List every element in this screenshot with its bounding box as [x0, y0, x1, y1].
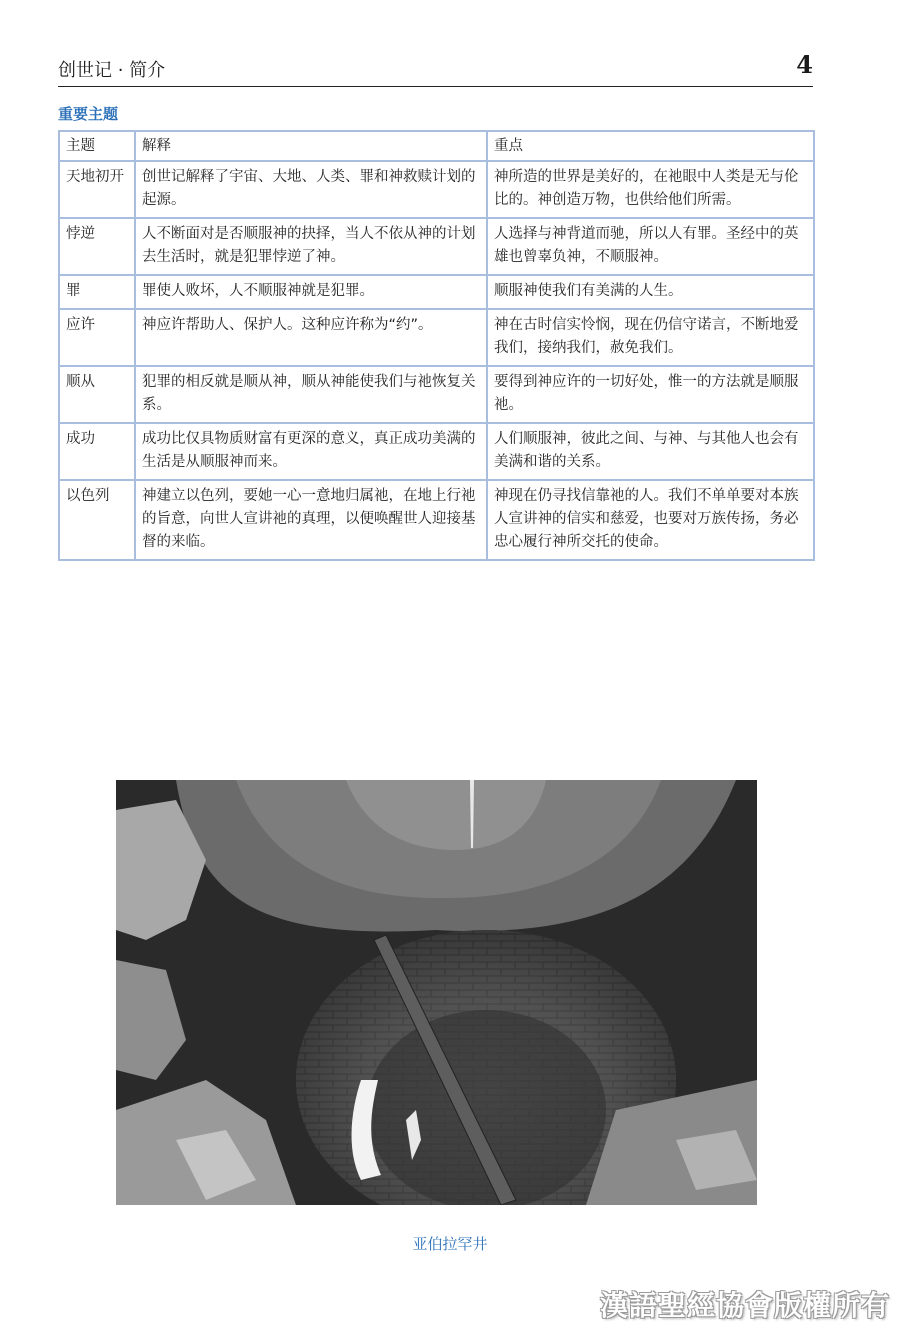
well-photo-illustration: [116, 780, 757, 1205]
table-row: [59, 309, 814, 366]
emphasis-cell: 人们顺服神，彼此之间、与神、与其他人也会有美满和谐的关系。: [487, 423, 814, 480]
page-number: 4: [796, 50, 813, 79]
header-title: 创世记 · 简介: [58, 60, 166, 81]
theme-cell: 罪: [59, 275, 135, 309]
table-row: [59, 423, 814, 480]
column-header: 主题: [59, 131, 135, 161]
theme-cell: 顺从: [59, 366, 135, 423]
emphasis-cell: 顺服神使我们有美满的人生。: [487, 275, 814, 309]
section-title: 重要主题: [58, 105, 119, 123]
explanation-cell: 人不断面对是否顺服神的抉择，当人不依从神的计划去生活时，就是犯罪悖逆了神。: [135, 218, 487, 275]
table-row: [59, 275, 814, 309]
emphasis-cell: 要得到神应许的一切好处，惟一的方法就是顺服祂。: [487, 366, 814, 423]
explanation-cell: 犯罪的相反就是顺从神，顺从神能使我们与祂恢复关系。: [135, 366, 487, 423]
explanation-cell: 神建立以色列，要她一心一意地归属祂，在地上行祂的旨意，向世人宣讲祂的真理，以便唤醒世人迎接基督的来临。: [135, 480, 487, 560]
theme-cell: 天地初开: [59, 161, 135, 218]
theme-cell: 应许: [59, 309, 135, 366]
theme-cell: 以色列: [59, 480, 135, 560]
copyright-watermark: 漢語聖經協會版權所有: [599, 1289, 890, 1322]
table-header-row: [59, 131, 814, 161]
table-row: [59, 366, 814, 423]
explanation-cell: 成功比仅具物质财富有更深的意义，真正成功美满的生活是从顺服神而来。: [135, 423, 487, 480]
table-row: [59, 480, 814, 560]
themes-table: [58, 130, 815, 561]
explanation-cell: 罪使人败坏，人不顺服神就是犯罪。: [135, 275, 487, 309]
column-header: 解释: [135, 131, 487, 161]
emphasis-cell: 人选择与神背道而驰，所以人有罪。圣经中的英雄也曾辜负神，不顺服神。: [487, 218, 814, 275]
theme-cell: 成功: [59, 423, 135, 480]
page-header: [58, 50, 813, 87]
explanation-cell: 创世记解释了宇宙、大地、人类、罪和神救赎计划的起源。: [135, 161, 487, 218]
well-photo: [116, 780, 757, 1205]
photo-caption: 亚伯拉罕井: [412, 1235, 488, 1253]
column-header: 重点: [487, 131, 814, 161]
explanation-cell: 神应许帮助人、保护人。这种应许称为“约”。: [135, 309, 487, 366]
emphasis-cell: 神在古时信实怜悯，现在仍信守诺言，不断地爱我们，接纳我们，赦免我们。: [487, 309, 814, 366]
table-row: [59, 161, 814, 218]
emphasis-cell: 神现在仍寻找信靠祂的人。我们不单单要对本族人宣讲神的信实和慈爱，也要对万族传扬，务必忠心履行神所交托的使命。: [487, 480, 814, 560]
emphasis-cell: 神所造的世界是美好的，在祂眼中人类是无与伦比的。神创造万物，也供给他们所需。: [487, 161, 814, 218]
table-row: [59, 218, 814, 275]
theme-cell: 悖逆: [59, 218, 135, 275]
